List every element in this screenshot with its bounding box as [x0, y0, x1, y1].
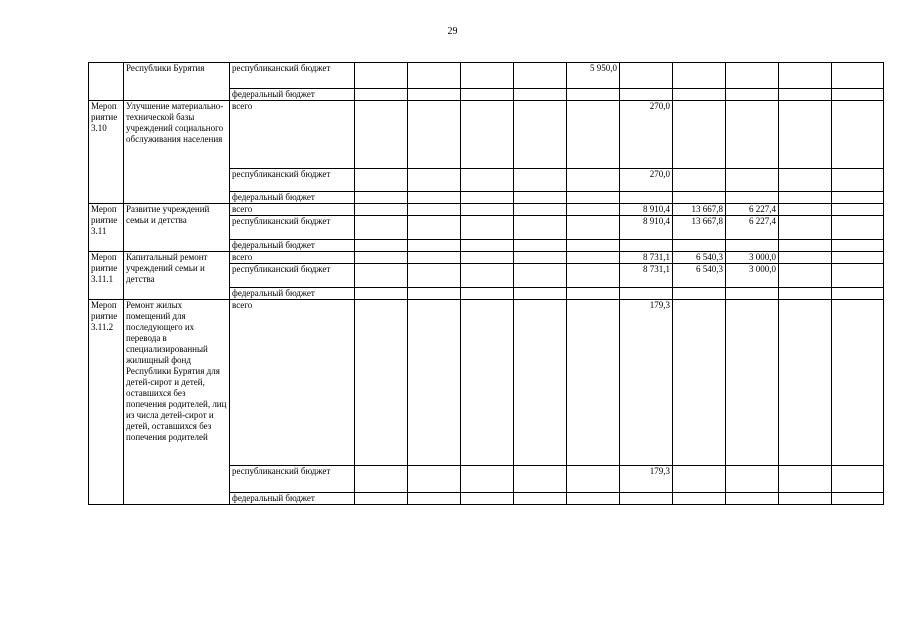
funding-source: республиканский бюджет: [230, 169, 355, 192]
amount-cell: [779, 63, 832, 89]
amount-cell: [779, 264, 832, 288]
amount-cell: [620, 288, 673, 300]
amount-cell: [408, 466, 461, 493]
amount-cell: [514, 288, 567, 300]
amount-cell: [673, 466, 726, 493]
amount-cell: [832, 240, 884, 252]
amount-cell: [461, 101, 514, 169]
amount-cell: [461, 466, 514, 493]
amount-cell: 13 667,8: [673, 216, 726, 240]
amount-cell: [673, 101, 726, 169]
amount-cell: [567, 466, 620, 493]
amount-cell: [514, 240, 567, 252]
amount-cell: [726, 63, 779, 89]
amount-cell: [514, 204, 567, 216]
amount-cell: [620, 89, 673, 101]
amount-cell: [779, 169, 832, 192]
table-row: [89, 63, 884, 89]
amount-cell: [620, 493, 673, 505]
amount-cell: 270,0: [620, 169, 673, 192]
measure-name: Капитальный ремонт учреждений семьи и детства: [124, 252, 230, 300]
amount-cell: [726, 493, 779, 505]
measure-code: Мероп риятие 3.11.1: [89, 252, 124, 300]
amount-cell: [726, 89, 779, 101]
funding-source: всего: [230, 204, 355, 216]
amount-cell: [779, 240, 832, 252]
amount-cell: 8 731,1: [620, 252, 673, 264]
amount-cell: [514, 252, 567, 264]
funding-source: федеральный бюджет: [230, 493, 355, 505]
amount-cell: [832, 169, 884, 192]
amount-cell: [355, 288, 408, 300]
amount-cell: [620, 240, 673, 252]
amount-cell: [567, 300, 620, 466]
amount-cell: [832, 466, 884, 493]
funding-source: всего: [230, 300, 355, 466]
measure-code: [89, 63, 124, 101]
funding-source: республиканский бюджет: [230, 63, 355, 89]
amount-cell: [673, 288, 726, 300]
amount-cell: [726, 300, 779, 466]
amount-cell: [726, 192, 779, 204]
page-number: 29: [447, 26, 458, 37]
amount-cell: [461, 493, 514, 505]
amount-cell: [779, 288, 832, 300]
amount-cell: [620, 63, 673, 89]
amount-cell: [832, 300, 884, 466]
amount-cell: [408, 216, 461, 240]
amount-cell: 8 910,4: [620, 204, 673, 216]
amount-cell: [355, 300, 408, 466]
funding-source: республиканский бюджет: [230, 466, 355, 493]
amount-cell: [514, 493, 567, 505]
amount-cell: [832, 101, 884, 169]
amount-cell: [408, 300, 461, 466]
amount-cell: [461, 89, 514, 101]
amount-cell: [779, 89, 832, 101]
amount-cell: [779, 192, 832, 204]
measure-code: Мероп риятие 3.11: [89, 204, 124, 252]
amount-cell: 6 540,3: [673, 264, 726, 288]
amount-cell: [408, 89, 461, 101]
funding-source: федеральный бюджет: [230, 288, 355, 300]
amount-cell: [673, 63, 726, 89]
amount-cell: [726, 101, 779, 169]
amount-cell: [567, 216, 620, 240]
amount-cell: 6 227,4: [726, 216, 779, 240]
amount-cell: 13 667,8: [673, 204, 726, 216]
amount-cell: [461, 169, 514, 192]
amount-cell: [408, 240, 461, 252]
amount-cell: [567, 493, 620, 505]
funding-source: всего: [230, 252, 355, 264]
amount-cell: [832, 63, 884, 89]
amount-cell: [673, 89, 726, 101]
amount-cell: 8 910,4: [620, 216, 673, 240]
amount-cell: [832, 204, 884, 216]
amount-cell: [461, 240, 514, 252]
amount-cell: [461, 288, 514, 300]
measure-code: Мероп риятие 3.11.2: [89, 300, 124, 505]
table-row: [89, 252, 884, 264]
table-row: [89, 101, 884, 169]
amount-cell: 6 227,4: [726, 204, 779, 216]
amount-cell: [779, 466, 832, 493]
amount-cell: [408, 252, 461, 264]
amount-cell: [567, 288, 620, 300]
amount-cell: [567, 204, 620, 216]
amount-cell: [779, 216, 832, 240]
amount-cell: 3 000,0: [726, 252, 779, 264]
funding-source: всего: [230, 101, 355, 169]
amount-cell: [832, 264, 884, 288]
table-row: [89, 300, 884, 466]
amount-cell: [355, 240, 408, 252]
amount-cell: [408, 63, 461, 89]
amount-cell: [355, 63, 408, 89]
amount-cell: [514, 169, 567, 192]
measure-code: Мероп риятие 3.10: [89, 101, 124, 204]
amount-cell: [514, 89, 567, 101]
amount-cell: 5 950,0: [567, 63, 620, 89]
amount-cell: 179,3: [620, 466, 673, 493]
amount-cell: [779, 101, 832, 169]
amount-cell: [832, 192, 884, 204]
amount-cell: [355, 204, 408, 216]
amount-cell: [779, 204, 832, 216]
amount-cell: [726, 288, 779, 300]
amount-cell: [355, 252, 408, 264]
amount-cell: [726, 466, 779, 493]
funding-source: республиканский бюджет: [230, 216, 355, 240]
amount-cell: [408, 288, 461, 300]
amount-cell: [408, 493, 461, 505]
amount-cell: [567, 89, 620, 101]
amount-cell: 3 000,0: [726, 264, 779, 288]
table-row: [89, 204, 884, 216]
amount-cell: [673, 192, 726, 204]
amount-cell: [355, 89, 408, 101]
amount-cell: [779, 252, 832, 264]
funding-source: федеральный бюджет: [230, 240, 355, 252]
amount-cell: [355, 169, 408, 192]
amount-cell: [355, 192, 408, 204]
amount-cell: [726, 240, 779, 252]
amount-cell: [355, 216, 408, 240]
amount-cell: [567, 169, 620, 192]
amount-cell: 6 540,3: [673, 252, 726, 264]
funding-source: федеральный бюджет: [230, 192, 355, 204]
amount-cell: [673, 169, 726, 192]
amount-cell: [832, 493, 884, 505]
amount-cell: [408, 101, 461, 169]
amount-cell: [832, 89, 884, 101]
amount-cell: [514, 300, 567, 466]
amount-cell: [673, 493, 726, 505]
amount-cell: 179,3: [620, 300, 673, 466]
amount-cell: [461, 252, 514, 264]
amount-cell: [726, 169, 779, 192]
amount-cell: [514, 466, 567, 493]
amount-cell: [620, 192, 673, 204]
amount-cell: [673, 300, 726, 466]
measure-name: Ремонт жилых помещений для последующего их перевода в специализированный жилищный фонд Республики Бурятия для детей-сирот и детей, оставшихся без попечения родителей, лиц из числа детей-сирот и детей, оставшихся без попечения родителей: [124, 300, 230, 505]
funding-source: республиканский бюджет: [230, 264, 355, 288]
measure-name: Развитие учреждений семьи и детства: [124, 204, 230, 252]
amount-cell: [779, 300, 832, 466]
budget-table: [88, 62, 884, 505]
amount-cell: [355, 101, 408, 169]
amount-cell: [514, 216, 567, 240]
amount-cell: [567, 192, 620, 204]
amount-cell: [461, 192, 514, 204]
funding-source: федеральный бюджет: [230, 89, 355, 101]
amount-cell: [461, 204, 514, 216]
amount-cell: [408, 204, 461, 216]
measure-name: Республики Бурятия: [124, 63, 230, 101]
amount-cell: 8 731,1: [620, 264, 673, 288]
amount-cell: [567, 101, 620, 169]
measure-name: Улучшение материально-технической базы учреждений социального обслуживания населения: [124, 101, 230, 204]
amount-cell: [832, 252, 884, 264]
amount-cell: [514, 101, 567, 169]
amount-cell: [779, 493, 832, 505]
amount-cell: [832, 216, 884, 240]
amount-cell: [408, 192, 461, 204]
amount-cell: [514, 63, 567, 89]
amount-cell: [832, 288, 884, 300]
amount-cell: [514, 264, 567, 288]
amount-cell: 270,0: [620, 101, 673, 169]
amount-cell: [461, 264, 514, 288]
amount-cell: [567, 252, 620, 264]
amount-cell: [355, 466, 408, 493]
amount-cell: [461, 216, 514, 240]
amount-cell: [355, 264, 408, 288]
amount-cell: [408, 169, 461, 192]
amount-cell: [567, 264, 620, 288]
amount-cell: [461, 300, 514, 466]
amount-cell: [673, 240, 726, 252]
amount-cell: [408, 264, 461, 288]
amount-cell: [514, 192, 567, 204]
amount-cell: [461, 63, 514, 89]
amount-cell: [355, 493, 408, 505]
amount-cell: [567, 240, 620, 252]
